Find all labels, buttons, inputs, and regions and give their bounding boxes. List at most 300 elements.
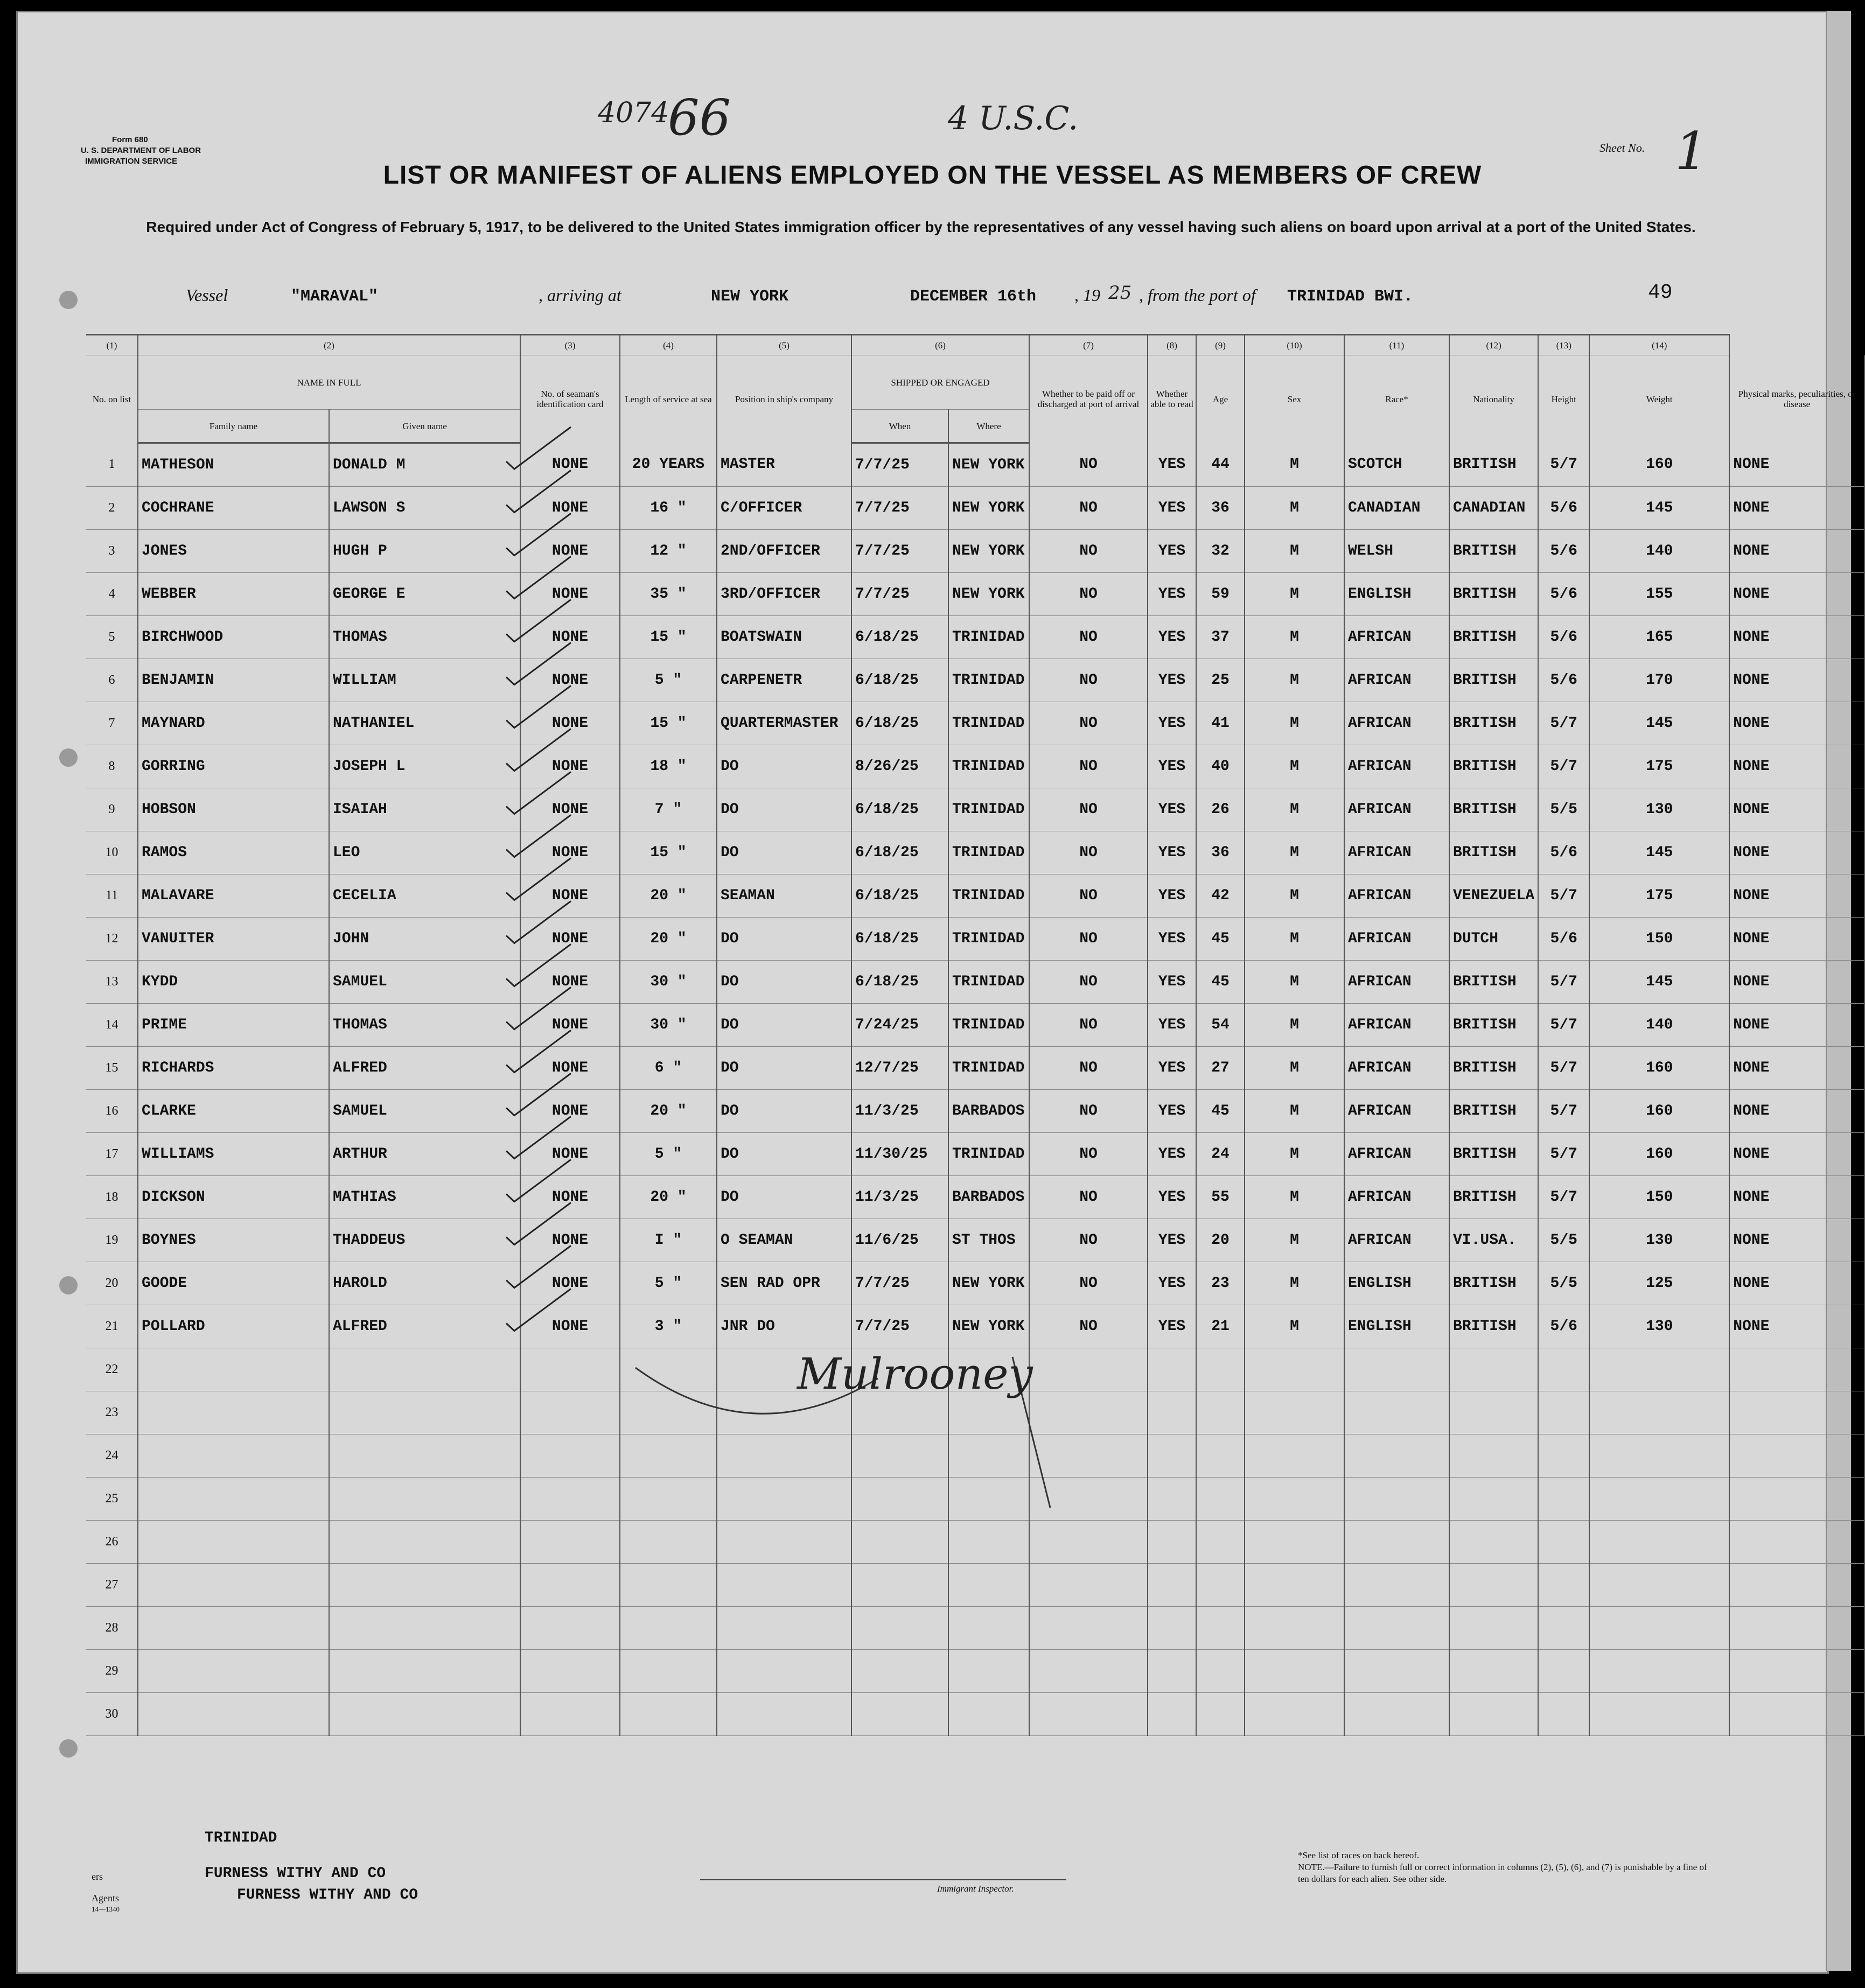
cell-given: DONALD M — [329, 443, 520, 487]
cell-read: YES — [1148, 788, 1196, 831]
cell-marks: NONE — [1729, 918, 1864, 961]
cell-family: WEBBER — [138, 573, 329, 616]
arrival-year: 25 — [1108, 282, 1132, 304]
cell-sex: M — [1245, 918, 1344, 961]
cell-age: 23 — [1196, 1262, 1245, 1305]
cell-where: NEW YORK — [948, 573, 1029, 616]
cell-marks: NONE — [1729, 1262, 1864, 1305]
check-mark — [506, 1246, 571, 1288]
cell-given: ALFRED — [329, 1047, 520, 1090]
cell-race: AFRICAN — [1344, 1133, 1449, 1176]
cell-where: TRINIDAD — [948, 616, 1029, 659]
cell-length: 20 YEARS — [620, 443, 717, 487]
arrival-port: NEW YORK — [711, 288, 789, 306]
cell-where: TRINIDAD — [948, 961, 1029, 1004]
cell-height: 5/7 — [1538, 874, 1589, 918]
cell-read: YES — [1148, 573, 1196, 616]
cell-weight: 130 — [1589, 788, 1729, 831]
cell-paid: NO — [1029, 745, 1148, 788]
cell-card: NONE — [520, 573, 620, 616]
cell-position: QUARTERMASTER — [717, 702, 851, 745]
cell-age: 45 — [1196, 918, 1245, 961]
cell-position: DO — [717, 961, 851, 1004]
row-number: 1 — [86, 443, 138, 487]
cell-height: 5/7 — [1538, 1133, 1589, 1176]
cell-nationality: BRITISH — [1449, 1133, 1538, 1176]
cell-position: DO — [717, 788, 851, 831]
cell-race: ENGLISH — [1344, 573, 1449, 616]
cell-height: 5/7 — [1538, 961, 1589, 1004]
cell-length: 15 " — [620, 831, 717, 874]
cell-nationality: BRITISH — [1449, 1004, 1538, 1047]
cell-when: 6/18/25 — [851, 918, 948, 961]
cell-race: AFRICAN — [1344, 1004, 1449, 1047]
cell-race: CANADIAN — [1344, 487, 1449, 530]
cell-paid: NO — [1029, 1305, 1148, 1348]
cell-given: SAMUEL — [329, 961, 520, 1004]
col-num-5: (5) — [717, 335, 851, 355]
cell-family: RICHARDS — [138, 1047, 329, 1090]
cell-length: 15 " — [620, 702, 717, 745]
cell-family: BIRCHWOOD — [138, 616, 329, 659]
check-mark — [506, 557, 571, 599]
cell-sex: M — [1245, 702, 1344, 745]
cell-height: 5/5 — [1538, 788, 1589, 831]
cell-when: 6/18/25 — [851, 831, 948, 874]
form-code: 14—1340 — [92, 1905, 120, 1913]
cell-marks: NONE — [1729, 961, 1864, 1004]
cell-position: C/OFFICER — [717, 487, 851, 530]
cell-race: AFRICAN — [1344, 745, 1449, 788]
cell-weight: 160 — [1589, 1047, 1729, 1090]
cell-family: CLARKE — [138, 1090, 329, 1133]
cell-length: 3 " — [620, 1305, 717, 1348]
cell-marks: NONE — [1729, 1133, 1864, 1176]
cell-where: TRINIDAD — [948, 1004, 1029, 1047]
cell-card: NONE — [520, 1090, 620, 1133]
cell-given: SAMUEL — [329, 1090, 520, 1133]
cell-paid: NO — [1029, 1047, 1148, 1090]
service: IMMIGRATION SERVICE — [85, 157, 178, 166]
cell-card: NONE — [520, 918, 620, 961]
cell-given: ARTHUR — [329, 1133, 520, 1176]
cell-paid: NO — [1029, 874, 1148, 918]
row-number: 9 — [86, 788, 138, 831]
from-port-label: , from the port of — [1139, 285, 1256, 305]
row-number: 30 — [86, 1693, 138, 1736]
check-mark — [506, 643, 571, 685]
row-number: 14 — [86, 1004, 138, 1047]
cell-when: 6/18/25 — [851, 874, 948, 918]
header-nationality: Nationality — [1449, 355, 1538, 443]
cell-where: TRINIDAD — [948, 918, 1029, 961]
cell-given: JOHN — [329, 918, 520, 961]
cell-position: JNR DO — [717, 1305, 851, 1348]
check-mark — [506, 1117, 571, 1159]
cell-given: THOMAS — [329, 616, 520, 659]
cell-weight: 165 — [1589, 616, 1729, 659]
cell-given: ALFRED — [329, 1305, 520, 1348]
cell-weight: 160 — [1589, 443, 1729, 487]
cell-sex: M — [1245, 1176, 1344, 1219]
row-number: 22 — [86, 1348, 138, 1391]
cell-when: 7/7/25 — [851, 573, 948, 616]
col-num-12: (12) — [1449, 335, 1538, 355]
check-mark — [506, 1031, 571, 1073]
handwritten-code-right: 4 U.S.C. — [948, 100, 1079, 137]
cell-length: 18 " — [620, 745, 717, 788]
cell-race: AFRICAN — [1344, 1090, 1449, 1133]
check-mark — [506, 729, 571, 771]
cell-card: NONE — [520, 1176, 620, 1219]
cell-when: 7/24/25 — [851, 1004, 948, 1047]
cell-race: AFRICAN — [1344, 1176, 1449, 1219]
owners-value: FURNESS WITHY AND CO — [205, 1865, 386, 1882]
row-number: 28 — [86, 1607, 138, 1650]
check-mark — [506, 772, 571, 814]
cell-paid: NO — [1029, 1133, 1148, 1176]
cell-position: DO — [717, 918, 851, 961]
row-number: 7 — [86, 702, 138, 745]
cell-race: AFRICAN — [1344, 961, 1449, 1004]
cell-read: YES — [1148, 1090, 1196, 1133]
cell-family: WILLIAMS — [138, 1133, 329, 1176]
cell-age: 32 — [1196, 530, 1245, 573]
cell-length: 20 " — [620, 874, 717, 918]
cell-length: 15 " — [620, 616, 717, 659]
cell-marks: NONE — [1729, 443, 1864, 487]
check-mark — [506, 471, 571, 513]
cell-weight: 150 — [1589, 1176, 1729, 1219]
cell-weight: 175 — [1589, 745, 1729, 788]
cell-length: 5 " — [620, 1262, 717, 1305]
cell-when: 11/6/25 — [851, 1219, 948, 1262]
cell-position: 3RD/OFFICER — [717, 573, 851, 616]
cell-nationality: BRITISH — [1449, 573, 1538, 616]
row-number: 19 — [86, 1219, 138, 1262]
inspector-label: Immigrant Inspector. — [937, 1884, 1014, 1894]
row-number: 11 — [86, 874, 138, 918]
cell-position: DO — [717, 745, 851, 788]
header-shipped: SHIPPED OR ENGAGED — [851, 355, 1029, 410]
header-given-name: Given name — [329, 410, 520, 443]
cell-paid: NO — [1029, 918, 1148, 961]
cell-family: COCHRANE — [138, 487, 329, 530]
cell-weight: 145 — [1589, 702, 1729, 745]
cell-card: NONE — [520, 961, 620, 1004]
header-when: When — [851, 410, 948, 443]
cell-position: DO — [717, 1047, 851, 1090]
cell-read: YES — [1148, 831, 1196, 874]
cell-marks: NONE — [1729, 831, 1864, 874]
cell-given: HAROLD — [329, 1262, 520, 1305]
cell-weight: 140 — [1589, 530, 1729, 573]
from-port: TRINIDAD BWI. — [1287, 288, 1414, 306]
cell-family: KYDD — [138, 961, 329, 1004]
cell-length: 16 " — [620, 487, 717, 530]
cell-marks: NONE — [1729, 1219, 1864, 1262]
cell-weight: 150 — [1589, 918, 1729, 961]
cell-read: YES — [1148, 443, 1196, 487]
cell-given: LAWSON S — [329, 487, 520, 530]
header-age: Age — [1196, 355, 1245, 443]
cell-length: 7 " — [620, 788, 717, 831]
handwritten-number: 66 — [668, 89, 731, 146]
cell-height: 5/7 — [1538, 1004, 1589, 1047]
cell-family: JONES — [138, 530, 329, 573]
cell-marks: NONE — [1729, 530, 1864, 573]
cell-age: 27 — [1196, 1047, 1245, 1090]
row-number: 26 — [86, 1521, 138, 1564]
row-number: 15 — [86, 1047, 138, 1090]
cell-height: 5/6 — [1538, 487, 1589, 530]
cell-position: DO — [717, 1090, 851, 1133]
row-number: 23 — [86, 1391, 138, 1434]
cell-age: 42 — [1196, 874, 1245, 918]
cell-race: AFRICAN — [1344, 659, 1449, 702]
arrival-date: DECEMBER 16th — [910, 288, 1037, 306]
cell-height: 5/7 — [1538, 1176, 1589, 1219]
cell-card: NONE — [520, 702, 620, 745]
cell-card: NONE — [520, 1219, 620, 1262]
cell-paid: NO — [1029, 530, 1148, 573]
row-number: 25 — [86, 1478, 138, 1521]
cell-weight: 145 — [1589, 831, 1729, 874]
cell-height: 5/6 — [1538, 573, 1589, 616]
row-number: 3 — [86, 530, 138, 573]
cell-age: 44 — [1196, 443, 1245, 487]
cell-race: AFRICAN — [1344, 874, 1449, 918]
cell-marks: NONE — [1729, 1090, 1864, 1133]
cell-race: AFRICAN — [1344, 702, 1449, 745]
cell-length: 20 " — [620, 918, 717, 961]
cell-paid: NO — [1029, 1004, 1148, 1047]
cell-age: 36 — [1196, 831, 1245, 874]
cell-height: 5/7 — [1538, 702, 1589, 745]
cell-length: 6 " — [620, 1047, 717, 1090]
cell-nationality: BRITISH — [1449, 788, 1538, 831]
cell-when: 6/18/25 — [851, 788, 948, 831]
row-number: 2 — [86, 487, 138, 530]
cell-marks: NONE — [1729, 1047, 1864, 1090]
cell-when: 7/7/25 — [851, 443, 948, 487]
cell-nationality: BRITISH — [1449, 616, 1538, 659]
cell-position: SEAMAN — [717, 874, 851, 918]
row-number: 21 — [86, 1305, 138, 1348]
cell-family: DICKSON — [138, 1176, 329, 1219]
cell-age: 20 — [1196, 1219, 1245, 1262]
cell-family: MALAVARE — [138, 874, 329, 918]
col-num-6: (6) — [851, 335, 1029, 355]
cell-position: DO — [717, 831, 851, 874]
header-id-card: No. of seaman's identification card — [520, 355, 620, 443]
header-no-on-list: No. on list — [86, 355, 138, 443]
row-number: 16 — [86, 1090, 138, 1133]
cell-nationality: VI.USA. — [1449, 1219, 1538, 1262]
cell-given: CECELIA — [329, 874, 520, 918]
cell-age: 24 — [1196, 1133, 1245, 1176]
cell-read: YES — [1148, 616, 1196, 659]
cell-where: TRINIDAD — [948, 659, 1029, 702]
cell-where: NEW YORK — [948, 530, 1029, 573]
col-num-13: (13) — [1538, 335, 1589, 355]
cell-card: NONE — [520, 1262, 620, 1305]
cell-nationality: BRITISH — [1449, 1090, 1538, 1133]
cell-read: YES — [1148, 1219, 1196, 1262]
cell-position: MASTER — [717, 443, 851, 487]
row-number: 12 — [86, 918, 138, 961]
footer-port: TRINIDAD — [205, 1830, 277, 1846]
inspector-line — [700, 1879, 1066, 1880]
cell-read: YES — [1148, 1004, 1196, 1047]
header-where: Where — [948, 410, 1029, 443]
cell-weight: 170 — [1589, 659, 1729, 702]
cell-sex: M — [1245, 659, 1344, 702]
cell-card: NONE — [520, 788, 620, 831]
cell-family: MATHESON — [138, 443, 329, 487]
col-num-14: (14) — [1589, 335, 1729, 355]
cell-given: WILLIAM — [329, 659, 520, 702]
cell-age: 37 — [1196, 616, 1245, 659]
stamp-number: 49 — [1648, 281, 1673, 304]
cell-when: 11/3/25 — [851, 1176, 948, 1219]
cell-marks: NONE — [1729, 616, 1864, 659]
cell-read: YES — [1148, 1047, 1196, 1090]
cell-weight: 125 — [1589, 1262, 1729, 1305]
check-mark — [506, 600, 571, 642]
cell-when: 12/7/25 — [851, 1047, 948, 1090]
cell-marks: NONE — [1729, 1176, 1864, 1219]
cell-nationality: DUTCH — [1449, 918, 1538, 961]
col-num-7: (7) — [1029, 335, 1148, 355]
cell-family: PRIME — [138, 1004, 329, 1047]
row-number: 13 — [86, 961, 138, 1004]
cell-length: 20 " — [620, 1090, 717, 1133]
cell-height: 5/7 — [1538, 1090, 1589, 1133]
cell-when: 6/18/25 — [851, 702, 948, 745]
row-number: 4 — [86, 573, 138, 616]
cell-weight: 140 — [1589, 1004, 1729, 1047]
cell-given: GEORGE E — [329, 573, 520, 616]
cell-nationality: BRITISH — [1449, 961, 1538, 1004]
cell-family: VANUITER — [138, 918, 329, 961]
col-num-2: (2) — [138, 335, 520, 355]
cell-where: NEW YORK — [948, 1262, 1029, 1305]
header-physical: Physical marks, peculiarities, or disease — [1729, 355, 1864, 443]
cell-height: 5/6 — [1538, 918, 1589, 961]
cell-where: TRINIDAD — [948, 874, 1029, 918]
row-number: 8 — [86, 745, 138, 788]
col-num-9: (9) — [1196, 335, 1245, 355]
cell-sex: M — [1245, 443, 1344, 487]
cell-position: SEN RAD OPR — [717, 1262, 851, 1305]
cell-given: NATHANIEL — [329, 702, 520, 745]
col-num-1: (1) — [86, 335, 138, 355]
agents-label: Agents — [92, 1893, 119, 1903]
cell-length: 30 " — [620, 961, 717, 1004]
cell-height: 5/5 — [1538, 1219, 1589, 1262]
cell-sex: M — [1245, 1262, 1344, 1305]
cell-paid: NO — [1029, 788, 1148, 831]
department: U. S. DEPARTMENT OF LABOR — [81, 146, 201, 155]
cell-race: WELSH — [1344, 530, 1449, 573]
cell-card: NONE — [520, 745, 620, 788]
cell-age: 55 — [1196, 1176, 1245, 1219]
cell-sex: M — [1245, 1047, 1344, 1090]
cell-age: 54 — [1196, 1004, 1245, 1047]
cell-paid: NO — [1029, 702, 1148, 745]
cell-where: TRINIDAD — [948, 1047, 1029, 1090]
cell-nationality: BRITISH — [1449, 1305, 1538, 1348]
cell-paid: NO — [1029, 1176, 1148, 1219]
cell-nationality: BRITISH — [1449, 831, 1538, 874]
cell-marks: NONE — [1729, 874, 1864, 918]
check-mark — [506, 514, 571, 556]
cell-nationality: BRITISH — [1449, 1176, 1538, 1219]
cell-where: TRINIDAD — [948, 788, 1029, 831]
cell-where: BARBADOS — [948, 1176, 1029, 1219]
cell-length: 5 " — [620, 659, 717, 702]
cell-position: DO — [717, 1004, 851, 1047]
cell-card: NONE — [520, 443, 620, 487]
cell-nationality: BRITISH — [1449, 745, 1538, 788]
header-weight: Weight — [1589, 355, 1729, 443]
footer-note — [1298, 1850, 1707, 1885]
cell-marks: NONE — [1729, 1305, 1864, 1348]
cell-sex: M — [1245, 1004, 1344, 1047]
cell-weight: 145 — [1589, 961, 1729, 1004]
cell-card: NONE — [520, 659, 620, 702]
cell-sex: M — [1245, 530, 1344, 573]
cell-race: ENGLISH — [1344, 1262, 1449, 1305]
cell-height: 5/7 — [1538, 443, 1589, 487]
cell-height: 5/6 — [1538, 1305, 1589, 1348]
header-length-service: Length of service at sea — [620, 355, 717, 443]
agents-value: FURNESS WITHY AND CO — [237, 1887, 418, 1903]
cell-weight: 155 — [1589, 573, 1729, 616]
cell-sex: M — [1245, 616, 1344, 659]
cell-where: TRINIDAD — [948, 745, 1029, 788]
cell-card: NONE — [520, 616, 620, 659]
cell-when: 11/30/25 — [851, 1133, 948, 1176]
cell-position: 2ND/OFFICER — [717, 530, 851, 573]
cell-where: NEW YORK — [948, 487, 1029, 530]
check-mark — [506, 1289, 571, 1331]
cell-race: AFRICAN — [1344, 1219, 1449, 1262]
cell-age: 36 — [1196, 487, 1245, 530]
row-number: 18 — [86, 1176, 138, 1219]
cell-where: NEW YORK — [948, 443, 1029, 487]
header-sex: Sex — [1245, 355, 1344, 443]
cell-read: YES — [1148, 961, 1196, 1004]
cell-where: NEW YORK — [948, 1305, 1029, 1348]
cell-age: 26 — [1196, 788, 1245, 831]
cell-race: SCOTCH — [1344, 443, 1449, 487]
cell-sex: M — [1245, 1090, 1344, 1133]
row-number: 29 — [86, 1650, 138, 1693]
cell-position: DO — [717, 1176, 851, 1219]
cell-nationality: CANADIAN — [1449, 487, 1538, 530]
cell-length: 20 " — [620, 1176, 717, 1219]
cell-height: 5/6 — [1538, 616, 1589, 659]
cell-sex: M — [1245, 874, 1344, 918]
cell-marks: NONE — [1729, 487, 1864, 530]
cell-given: THOMAS — [329, 1004, 520, 1047]
cell-paid: NO — [1029, 831, 1148, 874]
cell-given: THADDEUS — [329, 1219, 520, 1262]
cell-age: 21 — [1196, 1305, 1245, 1348]
cell-where: TRINIDAD — [948, 702, 1029, 745]
